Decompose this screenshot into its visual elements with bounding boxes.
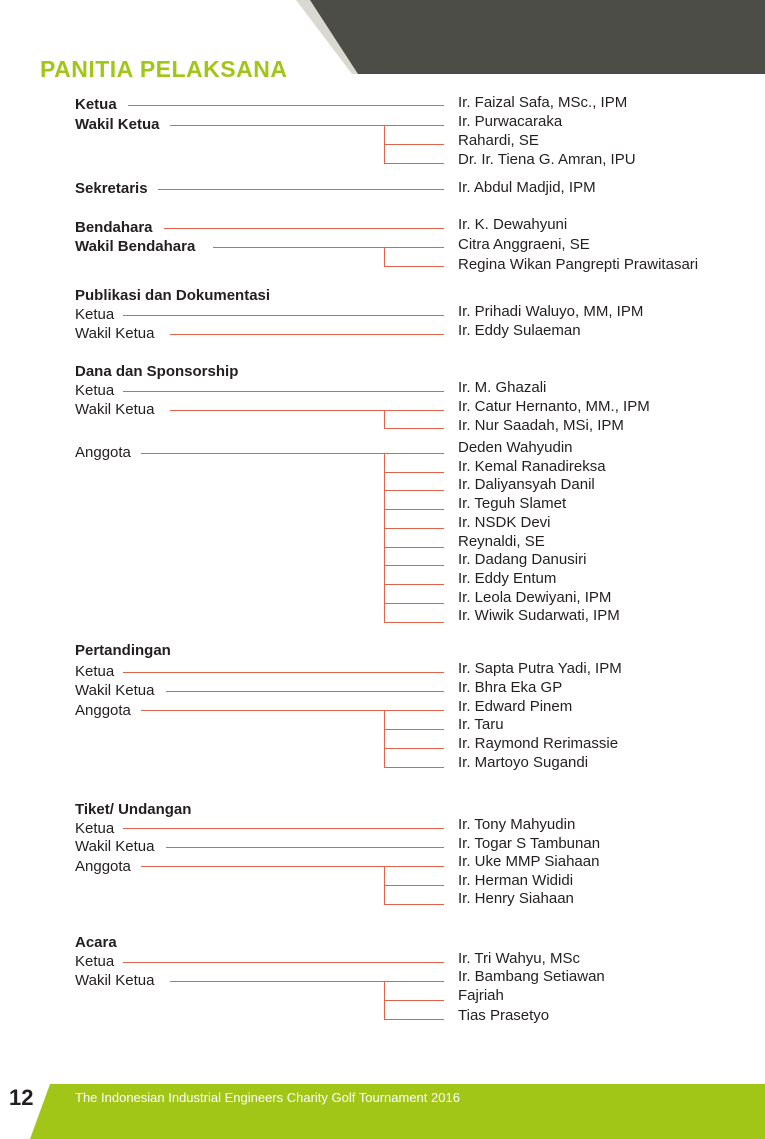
anggota-name: Ir. Kemal Ranadireksa bbox=[458, 458, 606, 475]
connector-line bbox=[158, 189, 444, 190]
connector-line bbox=[213, 247, 444, 248]
connector-line bbox=[141, 453, 444, 454]
ketua-label: Ketua bbox=[75, 663, 115, 680]
ketua-name: Ir. Prihadi Waluyo, MM, IPM bbox=[458, 303, 644, 320]
anggota-name: Ir. Leola Dewiyani, IPM bbox=[458, 589, 612, 606]
wakil-ketua-name: Dr. Ir. Tiena G. Amran, IPU bbox=[458, 151, 636, 168]
ketua-name: Ir. Tony Mahyudin bbox=[458, 816, 576, 833]
anggota-name: Ir. Uke MMP Siahaan bbox=[458, 853, 600, 870]
section-title-dana: Dana dan Sponsorship bbox=[75, 363, 239, 380]
connector-line bbox=[384, 603, 444, 604]
connector-line bbox=[170, 125, 444, 126]
sekretaris-label: Sekretaris bbox=[75, 180, 148, 197]
wakil-ketua-name: Ir. Eddy Sulaeman bbox=[458, 322, 581, 339]
anggota-name: Ir. Eddy Entum bbox=[458, 570, 557, 587]
wakil-ketua-label: Wakil Ketua bbox=[75, 401, 155, 418]
connector-line bbox=[384, 547, 444, 548]
connector-line bbox=[384, 144, 444, 145]
connector-line bbox=[384, 490, 444, 491]
connector-line bbox=[384, 767, 444, 768]
wakil-ketua-name: Ir. Bambang Setiawan bbox=[458, 968, 605, 985]
anggota-name: Ir. Henry Siahaan bbox=[458, 890, 574, 907]
ketua-label: Ketua bbox=[75, 96, 117, 113]
wakil-ketua-name: Fajriah bbox=[458, 987, 504, 1004]
anggota-name: Ir. Martoyo Sugandi bbox=[458, 754, 589, 771]
wakil-bendahara-label: Wakil Bendahara bbox=[75, 238, 196, 255]
connector-line bbox=[141, 710, 444, 711]
anggota-name: Ir. Dadang Danusiri bbox=[458, 551, 587, 568]
connector-line bbox=[384, 472, 444, 473]
top-banner bbox=[310, 0, 765, 74]
wakil-bendahara-name: Citra Anggraeni, SE bbox=[458, 236, 590, 253]
connector-line bbox=[123, 672, 444, 673]
bendahara-name: Ir. K. Dewahyuni bbox=[458, 216, 568, 233]
connector-line bbox=[384, 247, 385, 266]
anggota-name: Ir. Edward Pinem bbox=[458, 698, 573, 715]
anggota-name: Ir. Taru bbox=[458, 716, 504, 733]
connector-line bbox=[384, 729, 444, 730]
wakil-ketua-label: Wakil Ketua bbox=[75, 838, 155, 855]
footer-title: The Indonesian Industrial Engineers Charity Golf Tournament 2016 bbox=[75, 1090, 460, 1105]
section-title-tiket: Tiket/ Undangan bbox=[75, 801, 192, 818]
section-title-acara: Acara bbox=[75, 934, 117, 951]
wakil-ketua-name: Tias Prasetyo bbox=[458, 1007, 550, 1024]
anggota-name: Ir. Daliyansyah Danil bbox=[458, 476, 595, 493]
wakil-ketua-name: Ir. Togar S Tambunan bbox=[458, 835, 601, 852]
connector-line bbox=[170, 410, 444, 411]
connector-line bbox=[384, 885, 444, 886]
wakil-ketua-label: Wakil Ketua bbox=[75, 972, 155, 989]
connector-line bbox=[384, 565, 444, 566]
page-number: 12 bbox=[9, 1085, 34, 1110]
connector-line bbox=[166, 691, 444, 692]
wakil-ketua-label: Wakil Ketua bbox=[75, 325, 155, 342]
connector-line bbox=[123, 391, 444, 392]
ketua-label: Ketua bbox=[75, 382, 115, 399]
wakil-bendahara-name: Regina Wikan Pangrepti Prawitasari bbox=[458, 256, 699, 273]
anggota-label: Anggota bbox=[75, 858, 131, 875]
connector-line bbox=[384, 584, 444, 585]
connector-line bbox=[384, 748, 444, 749]
wakil-ketua-label: Wakil Ketua bbox=[75, 682, 155, 699]
connector-line bbox=[123, 315, 444, 316]
ketua-label: Ketua bbox=[75, 953, 115, 970]
ketua-name: Ir. Faizal Safa, MSc., IPM bbox=[458, 94, 628, 111]
connector-line bbox=[384, 904, 444, 905]
wakil-ketua-name: Ir. Purwacaraka bbox=[458, 113, 563, 130]
connector-line bbox=[123, 828, 444, 829]
wakil-ketua-name: Rahardi, SE bbox=[458, 132, 539, 149]
anggota-name: Ir. Herman Wididi bbox=[458, 872, 574, 889]
connector-line bbox=[384, 509, 444, 510]
ketua-name: Ir. Tri Wahyu, MSc bbox=[458, 950, 580, 967]
connector-line bbox=[384, 528, 444, 529]
section-title-pertandingan: Pertandingan bbox=[75, 642, 171, 659]
connector-line bbox=[384, 622, 444, 623]
connector-line bbox=[384, 1019, 444, 1020]
page-title: PANITIA PELAKSANA bbox=[40, 56, 288, 82]
connector-line bbox=[384, 410, 385, 428]
ketua-name: Ir. Sapta Putra Yadi, IPM bbox=[458, 660, 622, 677]
anggota-name: Reynaldi, SE bbox=[458, 533, 545, 550]
bendahara-label: Bendahara bbox=[75, 219, 153, 236]
connector-line bbox=[170, 334, 444, 335]
anggota-name: Deden Wahyudin bbox=[458, 439, 573, 456]
anggota-label: Anggota bbox=[75, 444, 131, 461]
anggota-label: Anggota bbox=[75, 702, 131, 719]
section-title-publikasi: Publikasi dan Dokumentasi bbox=[75, 287, 271, 304]
anggota-name: Ir. Raymond Rerimassie bbox=[458, 735, 619, 752]
wakil-ketua-name: Ir. Nur Saadah, MSi, IPM bbox=[458, 417, 624, 434]
wakil-ketua-label: Wakil Ketua bbox=[75, 116, 160, 133]
anggota-name: Ir. NSDK Devi bbox=[458, 514, 551, 531]
connector-line bbox=[166, 847, 444, 848]
connector-line bbox=[384, 453, 385, 622]
connector-line bbox=[170, 981, 444, 982]
connector-line bbox=[384, 428, 444, 429]
anggota-name: Ir. Teguh Slamet bbox=[458, 495, 567, 512]
ketua-label: Ketua bbox=[75, 306, 115, 323]
connector-line bbox=[384, 710, 385, 767]
ketua-label: Ketua bbox=[75, 820, 115, 837]
connector-line bbox=[128, 105, 444, 106]
sekretaris-name: Ir. Abdul Madjid, IPM bbox=[458, 179, 596, 196]
wakil-ketua-name: Ir. Bhra Eka GP bbox=[458, 679, 563, 696]
wakil-ketua-name: Ir. Catur Hernanto, MM., IPM bbox=[458, 398, 650, 415]
connector-line bbox=[384, 1000, 444, 1001]
connector-line bbox=[141, 866, 444, 867]
anggota-name: Ir. Wiwik Sudarwati, IPM bbox=[458, 607, 620, 624]
connector-line bbox=[384, 163, 444, 164]
connector-line bbox=[123, 962, 444, 963]
connector-line bbox=[164, 228, 444, 229]
connector-line bbox=[384, 266, 444, 267]
ketua-name: Ir. M. Ghazali bbox=[458, 379, 547, 396]
